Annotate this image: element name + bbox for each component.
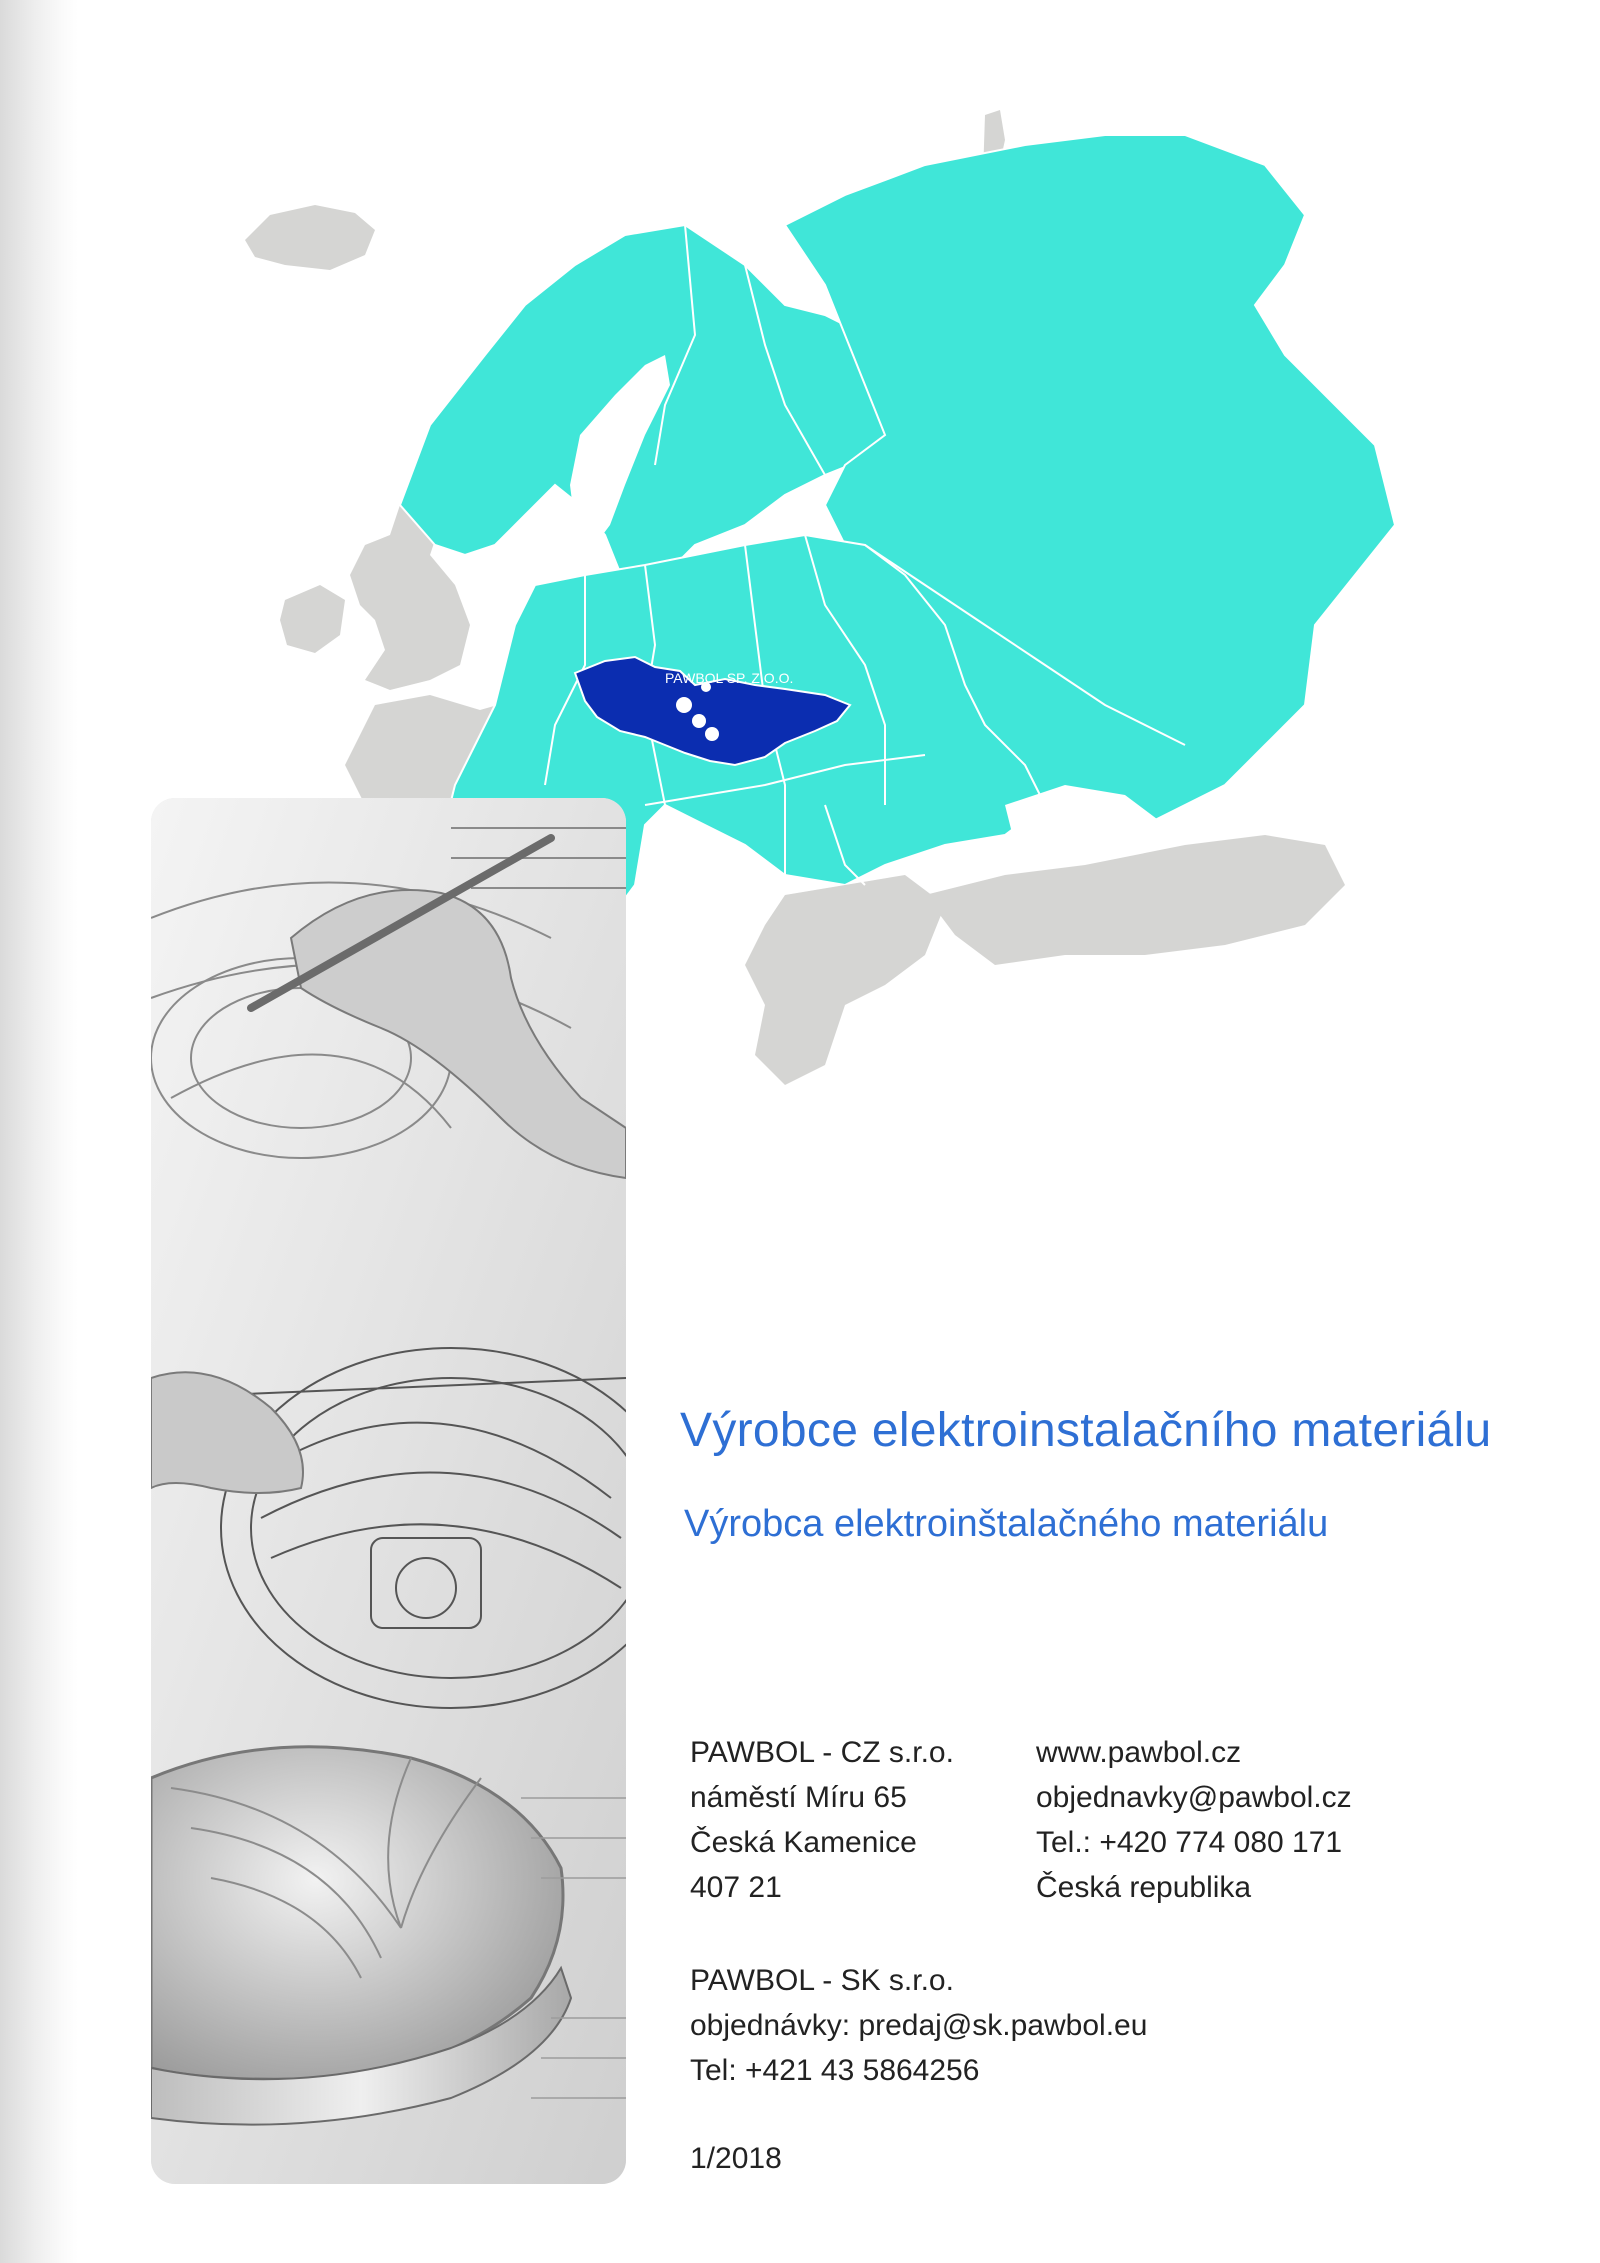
company-name-cz: PAWBOL - CZ s.r.o. (690, 1736, 954, 1769)
heading-cz: Výrobce elektroinstalačního materiálu (680, 1404, 1492, 1457)
email-link-sk[interactable]: objednávky: predaj@sk.pawbol.eu (690, 2009, 1148, 2042)
map-balkans-gray (745, 875, 945, 1085)
location-dot-2 (692, 714, 706, 728)
city: Česká Kamenice (690, 1826, 917, 1859)
company-name-sk: PAWBOL - SK s.r.o. (690, 1964, 954, 1997)
location-dot-3 (705, 727, 719, 741)
country: Česká republika (1036, 1871, 1252, 1904)
contact-cz-address (690, 1730, 954, 1910)
photo-collage (151, 798, 626, 2184)
website-link[interactable]: www.pawbol.cz (1036, 1736, 1242, 1769)
zip-code: 407 21 (690, 1871, 782, 1904)
map-iceland (245, 205, 375, 270)
issue-date (690, 2136, 782, 2181)
email-link-cz[interactable]: objednavky@pawbol.cz (1036, 1781, 1352, 1814)
contact-cz-online (1036, 1730, 1352, 1910)
contact-sk (690, 1958, 1147, 2093)
location-dot-1 (676, 697, 692, 713)
phone-sk: Tel: +421 43 5864256 (690, 2054, 980, 2087)
map-turkey (925, 835, 1345, 965)
issue-number: 1/2018 (690, 2142, 782, 2175)
heading-sk: Výrobca elektroinštalačného materiálu (684, 1503, 1329, 1545)
phone-cz: Tel.: +420 774 080 171 (1036, 1826, 1343, 1859)
map-ireland (280, 585, 345, 653)
street-address: náměstí Míru 65 (690, 1781, 907, 1814)
page-binding-shadow (0, 0, 78, 2263)
map-label: PAWBOL SP. Z O.O. (665, 670, 794, 686)
